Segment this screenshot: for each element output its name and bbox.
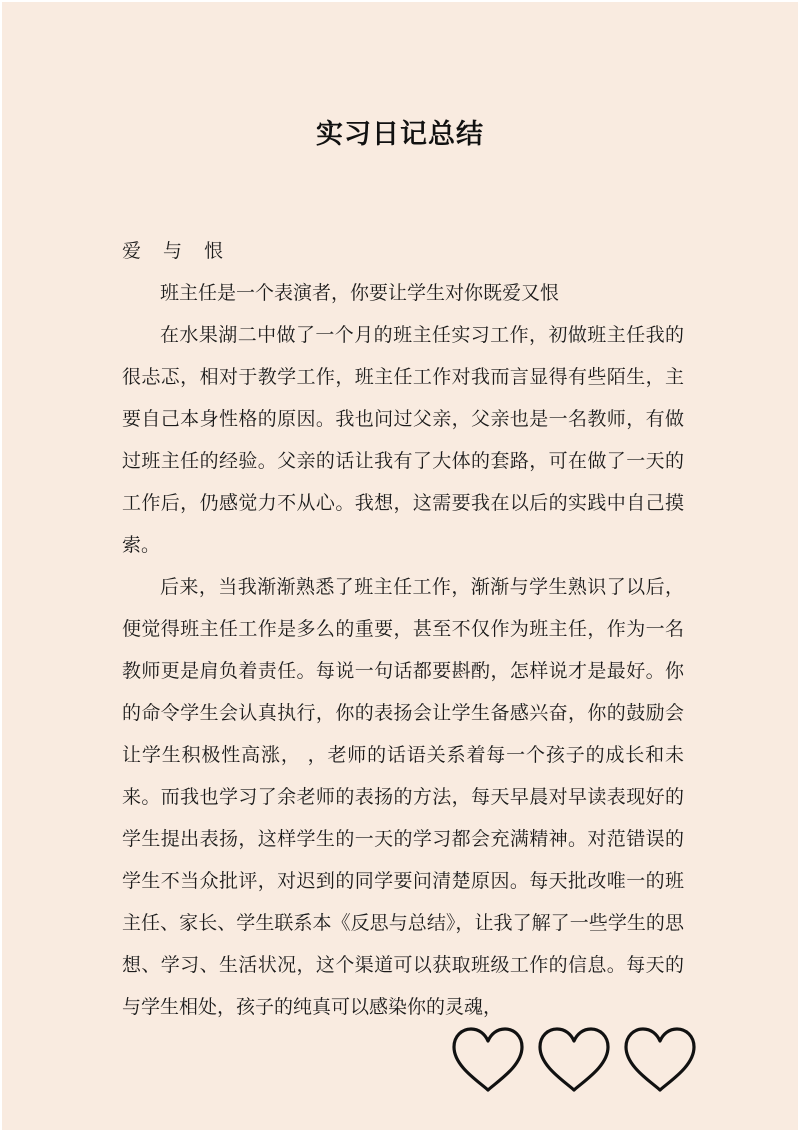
heart-decoration [448,1024,700,1096]
page-title: 实习日记总结 [316,119,484,150]
heart-outline-icon [620,1024,700,1096]
paragraph-3: 后来，当我渐渐熟悉了班主任工作，渐渐与学生熟识了以后，便觉得班主任工作是多么的重要，甚至不仅作为班主任，作为一名教师更是肩负着责任。每说一句话都要斟酌，怎样说才是最好。你的命令学生会认真执行，你的表扬会让学生备感兴奋，你的鼓励会让学生积极性高涨， ，老师的话语关系着每一个孩子的成长和未来。而我也学习了余老师的表扬的方法，每天早晨对早读表现好的学生提出表扬，这样学生的一天的学习都会充满精神。对范错误的学生不当众批评，对迟到的同学要问清楚原因。每天批改唯一的班主任、家长、学生联系本《反思与总结》，让我了解了一些学生的思想、学习、生活状况，这个渠道可以获取班级工作的信息。每天的与学生相处，孩子的纯真可以感染你的灵魂， [122,576,684,1018]
document-body [122,230,684,1028]
heart-outline-icon [448,1024,528,1096]
paragraph-1: 班主任是一个表演者，你要让学生对你既爱又恨 [160,282,560,304]
paragraph-2: 在水果湖二中做了一个月的班主任实习工作，初做班主任我的很忐忑，相对于教学工作，班主任工作对我而言显得有些陌生，主要自己本身性格的原因。我也问过父亲，父亲也是一名教师，有做过班主任的经验。父亲的话让我有了大体的套路，可在做了一天的工作后，仍感觉力不从心。我想，这需要我在以后的实践中自己摸索。 [122,324,684,556]
section-title: 爱 与 恨 [122,240,232,262]
heart-outline-icon [534,1024,614,1096]
document-page [2,2,798,1130]
